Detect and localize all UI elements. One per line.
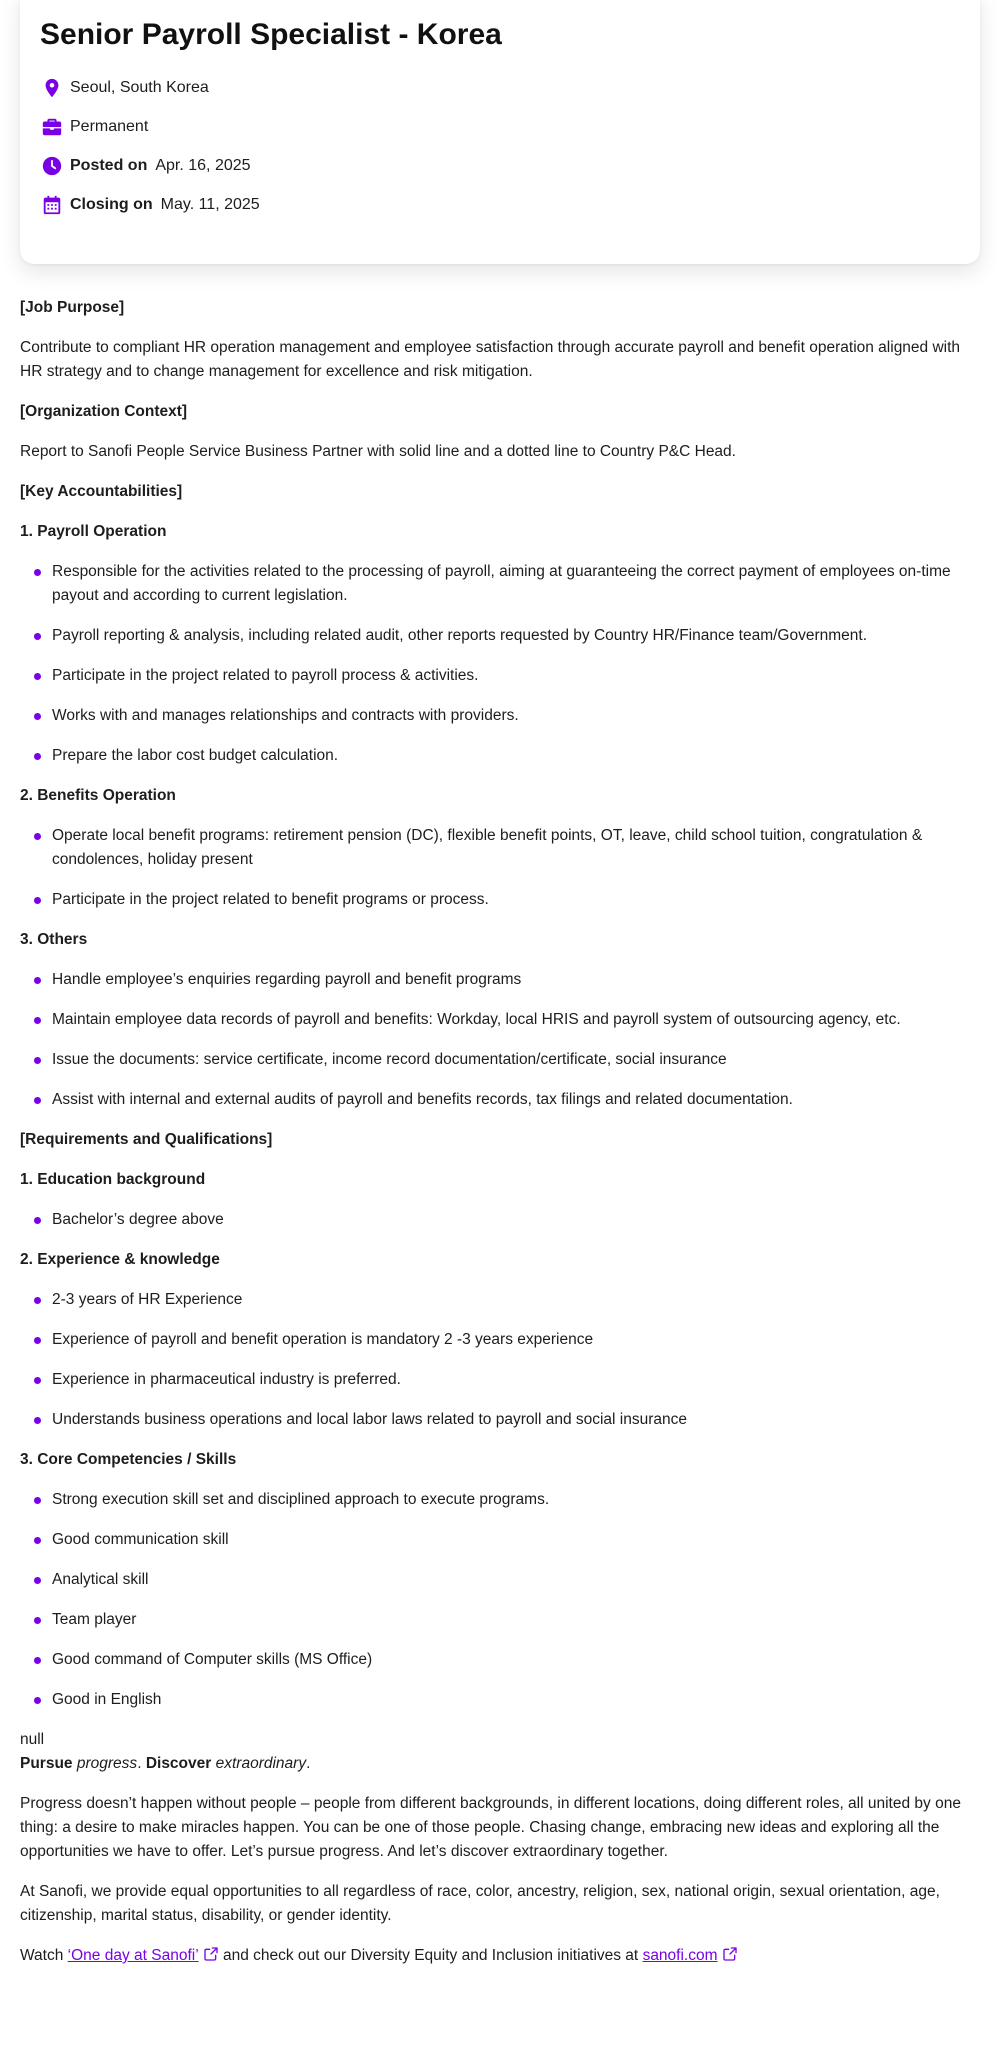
list-item: Prepare the labor cost budget calculation.	[20, 744, 980, 768]
tagline-discover: Discover	[145, 1755, 212, 1772]
dei-text: and check out our Diversity Equity and Inclusion initiatives at	[222, 1947, 639, 1964]
benefits-heading: 2. Benefits Operation	[20, 787, 176, 804]
external-link-icon[interactable]	[722, 1946, 738, 1962]
benefits-list	[20, 824, 980, 912]
org-context-text: Report to Sanofi People Service Business Partner with solid line and a dotted line to Country P&C Head.	[20, 443, 736, 460]
closing-paragraph-2: At Sanofi, we provide equal opportunities to all regardless of race, color, ancestry, religion, sex, national origin, sexual orientation, age, citizenship, marital status, disability, or gender identity.	[20, 1883, 940, 1924]
external-link-icon[interactable]	[203, 1946, 219, 1962]
posted-date: Apr. 16, 2025	[155, 156, 251, 174]
job-purpose-heading: [Job Purpose]	[20, 299, 125, 316]
job-description	[20, 296, 980, 1984]
job-type-row	[40, 107, 960, 146]
list-item: Experience of payroll and benefit operation is mandatory 2 -3 years experience	[20, 1328, 980, 1352]
list-item: Operate local benefit programs: retirement pension (DC), flexible benefit points, OT, leave, child school tuition, congratulation & condolences, holiday present	[20, 824, 980, 872]
list-item: Experience in pharmaceutical industry is preferred.	[20, 1368, 980, 1392]
job-purpose-text: Contribute to compliant HR operation management and employee satisfaction through accurate payroll and benefit operation aligned with HR strategy and to change management for excellence and risk mitigation.	[20, 339, 961, 380]
skills-heading: 3. Core Competencies / Skills	[20, 1451, 237, 1468]
payroll-heading: 1. Payroll Operation	[20, 523, 167, 540]
list-item: Good in English	[20, 1688, 980, 1712]
location-text: Seoul, South Korea	[70, 78, 209, 96]
closing-label: Closing on	[70, 195, 153, 213]
education-list	[20, 1208, 980, 1232]
map-pin-icon	[40, 76, 64, 100]
watch-line	[20, 1944, 980, 1968]
posted-label: Posted on	[70, 156, 148, 174]
org-context-heading: [Organization Context]	[20, 403, 188, 420]
list-item: 2-3 years of HR Experience	[20, 1288, 980, 1312]
tagline-extraordinary: extraordinary	[215, 1755, 307, 1772]
others-heading: 3. Others	[20, 931, 88, 948]
list-item: Payroll reporting & analysis, including related audit, other reports requested by Country HR/Finance team/Government.	[20, 624, 980, 648]
list-item: Responsible for the activities related to the processing of payroll, aiming at guaranteeing the correct payment of employees on-time payout and according to current legislation.	[20, 560, 980, 608]
closing-row	[40, 185, 960, 224]
one-day-at-sanofi-link[interactable]: ‘One day at Sanofi’	[67, 1947, 199, 1964]
closing-date: May. 11, 2025	[160, 195, 260, 213]
location-row	[40, 68, 960, 107]
list-item: Bachelor’s degree above	[20, 1208, 980, 1232]
tagline-progress: progress	[76, 1755, 138, 1772]
list-item: Handle employee’s enquiries regarding payroll and benefit programs	[20, 968, 980, 992]
sanofi-site-link[interactable]: sanofi.com	[642, 1947, 718, 1964]
list-item: Participate in the project related to benefit programs or process.	[20, 888, 980, 912]
clock-icon	[40, 154, 64, 178]
list-item: Team player	[20, 1608, 980, 1632]
watch-text: Watch	[20, 1947, 64, 1964]
posted-row	[40, 146, 960, 185]
closing-paragraph-1: Progress doesn’t happen without people – people from different backgrounds, in different locations, doing different roles, all united by one thing: a desire to make miracles happen. You can be one of those people. Chasing change, embracing new ideas and exploring all the opportunities we have to offer. Let’s pursue progress. And let’s discover extraordinary together.	[20, 1795, 961, 1860]
list-item: Participate in the project related to payroll process & activities.	[20, 664, 980, 688]
job-title: Senior Payroll Specialist - Korea	[40, 18, 502, 51]
others-list	[20, 968, 980, 1112]
tagline-pursue: Pursue	[20, 1755, 73, 1772]
list-item: Good communication skill	[20, 1528, 980, 1552]
requirements-heading: [Requirements and Qualifications]	[20, 1131, 273, 1148]
list-item: Issue the documents: service certificate, income record documentation/certificate, social insurance	[20, 1048, 980, 1072]
experience-heading: 2. Experience & knowledge	[20, 1251, 220, 1268]
job-type-text: Permanent	[70, 117, 149, 135]
list-item: Analytical skill	[20, 1568, 980, 1592]
education-heading: 1. Education background	[20, 1171, 206, 1188]
list-item: Maintain employee data records of payroll and benefits: Workday, local HRIS and payroll system of outsourcing agency, etc.	[20, 1008, 980, 1032]
skills-list	[20, 1488, 980, 1712]
briefcase-icon	[40, 115, 64, 139]
list-item: Good command of Computer skills (MS Office)	[20, 1648, 980, 1672]
experience-list	[20, 1288, 980, 1432]
payroll-list	[20, 560, 980, 768]
null-text: null	[20, 1731, 45, 1748]
list-item: Works with and manages relationships and contracts with providers.	[20, 704, 980, 728]
list-item: Understands business operations and local labor laws related to payroll and social insurance	[20, 1408, 980, 1432]
list-item: Assist with internal and external audits of payroll and benefits records, tax filings and related documentation.	[20, 1088, 980, 1112]
job-summary-card	[20, 0, 980, 264]
key-accountabilities-heading: [Key Accountabilities]	[20, 483, 183, 500]
calendar-icon	[40, 193, 64, 217]
list-item: Strong execution skill set and disciplined approach to execute programs.	[20, 1488, 980, 1512]
tagline: Pursue progress. Discover extraordinary.	[20, 1755, 311, 1772]
